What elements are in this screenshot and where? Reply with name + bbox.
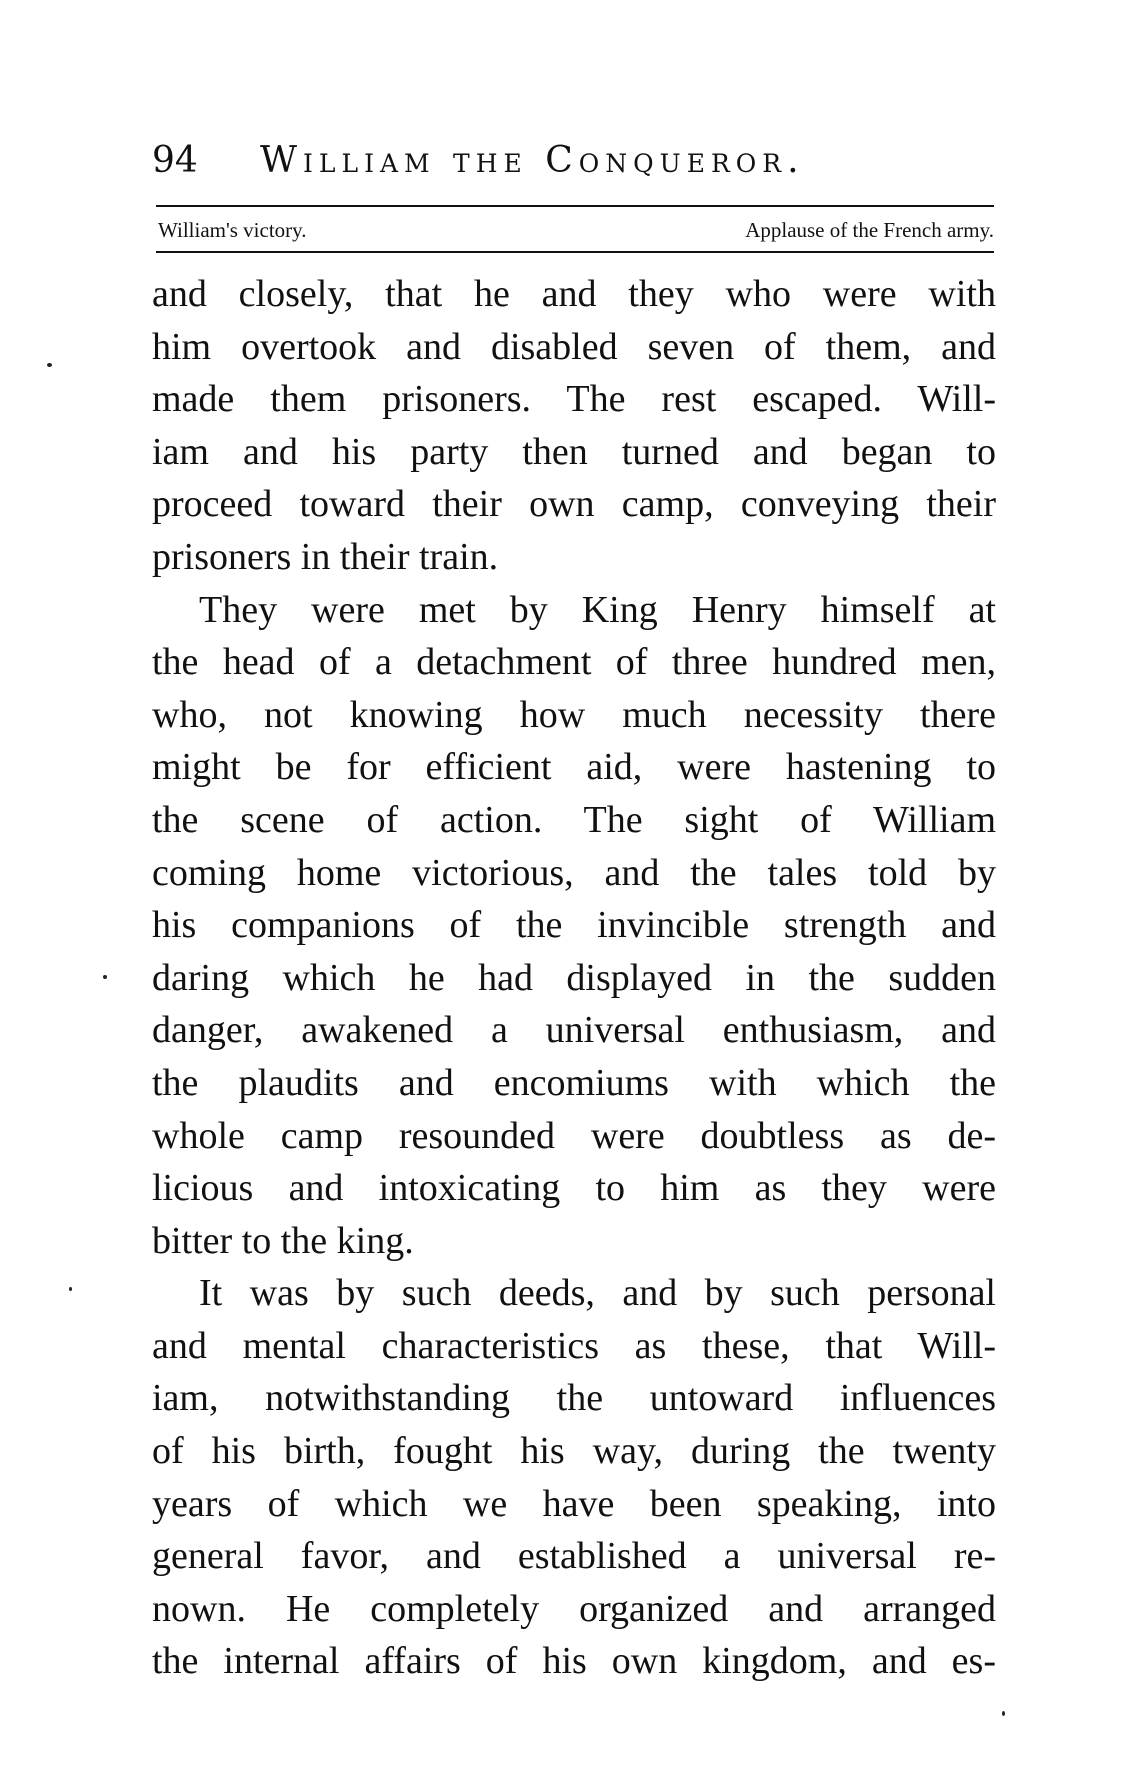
side-note-left: William's victory. xyxy=(158,218,307,242)
text-line: iam and his party then turned and began to xyxy=(152,430,996,473)
text-line: the internal affairs of his own kingdom, and es- xyxy=(152,1640,996,1683)
side-note-right: Applause of the French army. xyxy=(745,218,994,242)
scan-speck xyxy=(103,975,107,979)
text-line: general favor, and established a universal re- xyxy=(152,1535,996,1578)
scan-speck xyxy=(1002,1711,1005,1716)
text-line: and mental characteristics as these, that Will- xyxy=(152,1324,996,1367)
text-line: proceed toward their own camp, conveying their xyxy=(152,483,996,526)
text-line: whole camp resounded were doubtless as de- xyxy=(152,1114,996,1157)
text-line: the scene of action. The sight of William xyxy=(152,798,996,841)
text-line: made them prisoners. The rest escaped. Will- xyxy=(152,378,996,421)
text-line: him overtook and disabled seven of them, and xyxy=(152,325,996,368)
text-line: licious and intoxicating to him as they were xyxy=(152,1167,996,1210)
text-line: bitter to the king. xyxy=(152,1219,414,1262)
running-title: William the Conqueror. xyxy=(260,140,805,181)
text-line: the plaudits and encomiums with which the xyxy=(152,1061,996,1104)
text-line: coming home victorious, and the tales told by xyxy=(152,851,996,894)
text-line: who, not knowing how much necessity there xyxy=(152,693,996,736)
text-line: nown. He completely organized and arranged xyxy=(152,1587,996,1630)
text-line: daring which he had displayed in the sudden xyxy=(152,956,996,999)
text-line: the head of a detachment of three hundred men, xyxy=(152,641,996,684)
page-header xyxy=(152,136,992,186)
text-line: They were met by King Henry himself at xyxy=(199,588,996,631)
header-rule-top xyxy=(156,205,994,207)
text-line: of his birth, fought his way, during the twenty xyxy=(152,1430,996,1473)
text-line: years of which we have been speaking, into xyxy=(152,1482,996,1525)
text-line: danger, awakened a universal enthusiasm, and xyxy=(152,1009,996,1052)
text-line: iam, notwithstanding the untoward influences xyxy=(152,1377,996,1420)
text-line: prisoners in their train. xyxy=(152,535,499,578)
scan-speck xyxy=(69,1287,72,1291)
header-rule-bottom xyxy=(156,251,994,253)
page-number: 94 xyxy=(152,140,198,181)
body-text xyxy=(152,268,996,1688)
text-line: his companions of the invincible strength and xyxy=(152,904,996,947)
text-line: It was by such deeds, and by such personal xyxy=(199,1272,996,1315)
scan-speck xyxy=(47,363,52,367)
text-line: and closely, that he and they who were with xyxy=(152,273,996,315)
text-line: might be for efficient aid, were hastening to xyxy=(152,746,996,789)
side-notes xyxy=(156,213,994,247)
